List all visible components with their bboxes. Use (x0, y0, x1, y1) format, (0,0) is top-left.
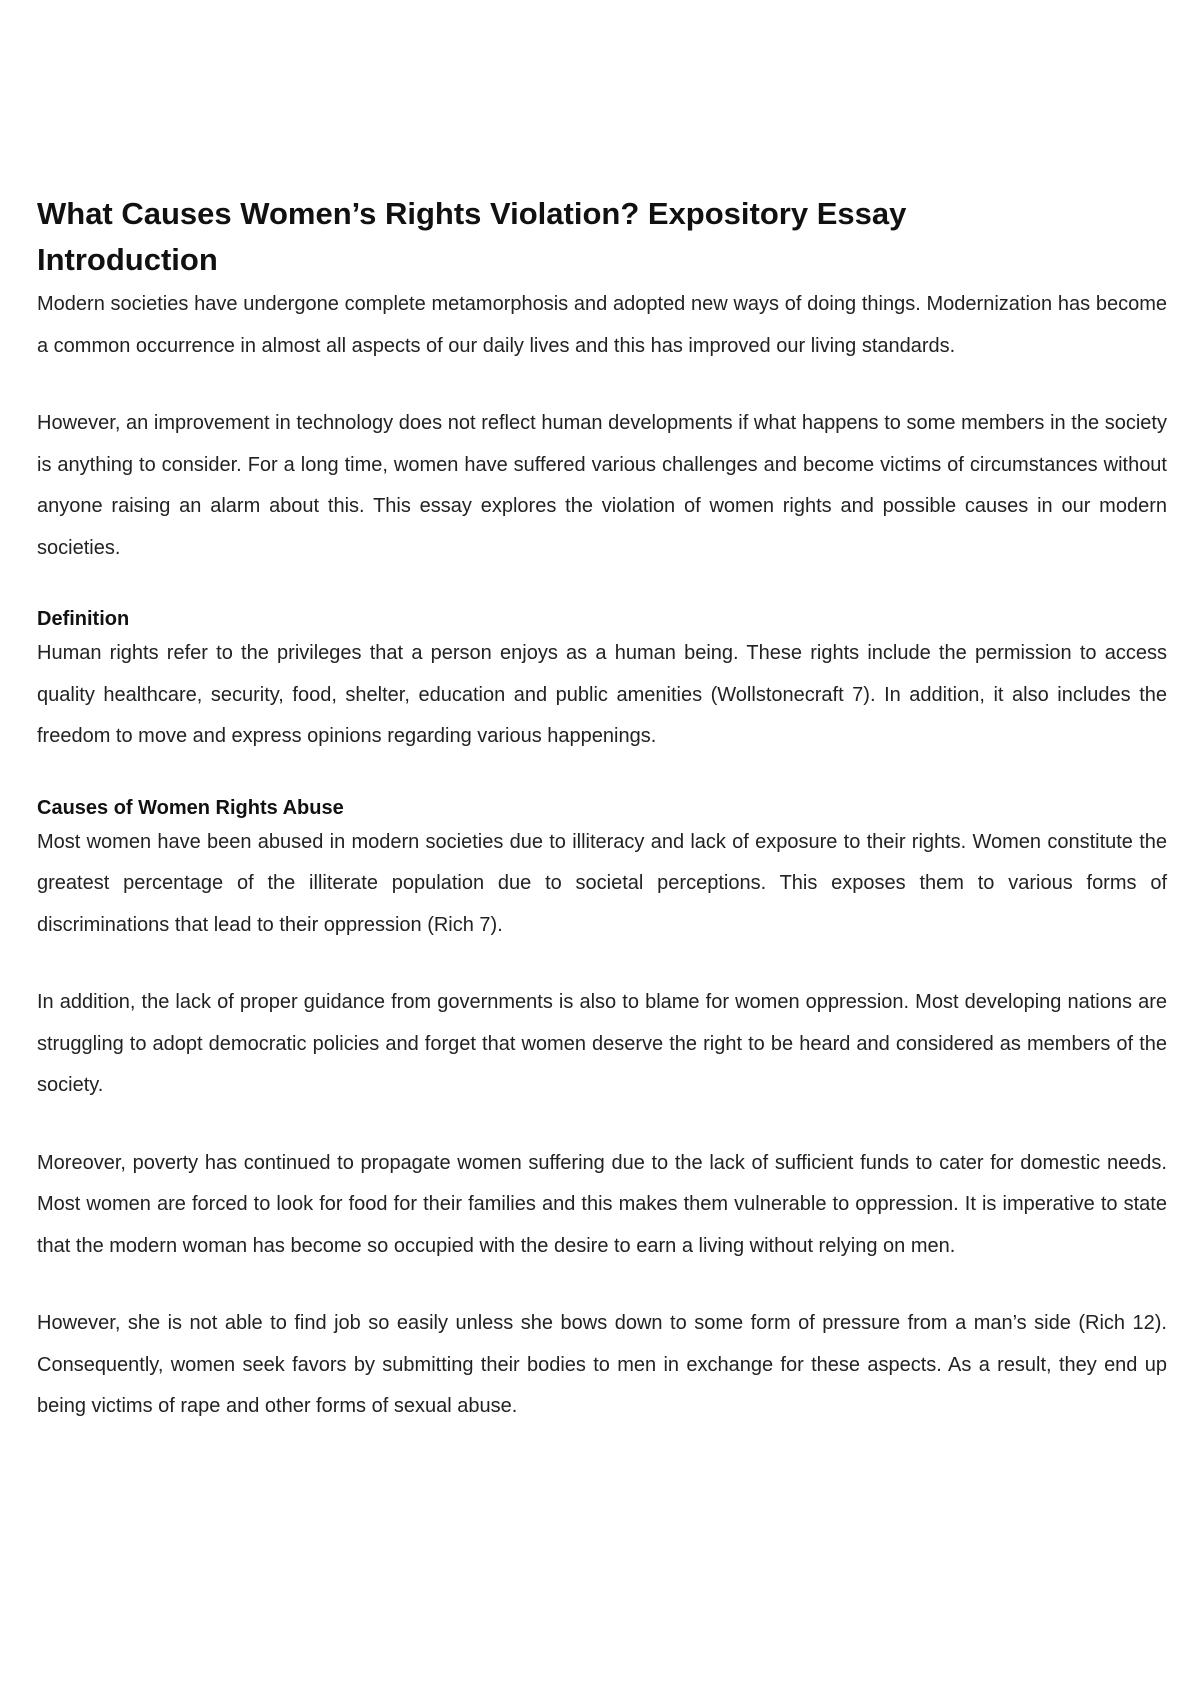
definition-paragraph: Human rights refer to the privileges that a person enjoys as a human being. These rights include the permission to access quality healthcare, security, food, shelter, education and public amenities (Wollstonecraft 7). In addition, it also includes the freedom to move and express opinions regarding various happenings. (37, 642, 1167, 747)
essay-content (37, 190, 1167, 1428)
paragraph-spacer (37, 1107, 1167, 1143)
paragraph-spacer (37, 946, 1167, 982)
paragraph-spacer (37, 758, 1167, 794)
causes-paragraph: Moreover, poverty has continued to propagate women suffering due to the lack of sufficient funds to cater for domestic needs. Most women are forced to look for food for their families and this makes them vulnerable to oppression. It is imperative to state that the modern woman has become so occupied with the desire to earn a living without relying on men. (37, 1151, 1167, 1257)
definition-heading: Definition (37, 608, 130, 630)
introduction-paragraph: However, an improvement in technology does not reflect human developments if what happens to some members in the society is anything to consider. For a long time, women have suffered various challenges and become victims of circumstances without anyone raising an alarm about this. This essay explores the violation of women rights and possible causes in our modern societies. (37, 412, 1167, 559)
paragraph-spacer (37, 569, 1167, 605)
causes-paragraph: However, she is not able to find job so easily unless she bows down to some form of pressure from a man’s side (Rich 12). Consequently, women seek favors by submitting their bodies to men in exchange for these aspects. As a result, they end up being victims of rape and other forms of sexual abuse. (37, 1312, 1167, 1417)
introduction-heading: Introduction (37, 242, 218, 277)
causes-paragraph: Most women have been abused in modern societies due to illiteracy and lack of exposure to their rights. Women constitute the greatest percentage of the illiterate population due to societal perceptions. This exposes them to various forms of discriminations that lead to their oppression (Rich 7). (37, 830, 1167, 936)
causes-paragraph: In addition, the lack of proper guidance from governments is also to blame for women oppression. Most developing nations are struggling to adopt democratic policies and forget that women deserve the right to be heard and considered as members of the society. (37, 991, 1167, 1096)
paragraph-spacer (37, 1267, 1167, 1303)
essay-title: What Causes Women’s Rights Violation? Expository Essay (37, 196, 907, 231)
introduction-paragraph: Modern societies have undergone complete metamorphosis and adopted new ways of doing things. Modernization has become a common occurrence in almost all aspects of our daily lives and this has improved our living standards. (37, 293, 1167, 357)
causes-heading: Causes of Women Rights Abuse (37, 796, 344, 819)
paragraph-spacer (37, 367, 1167, 403)
